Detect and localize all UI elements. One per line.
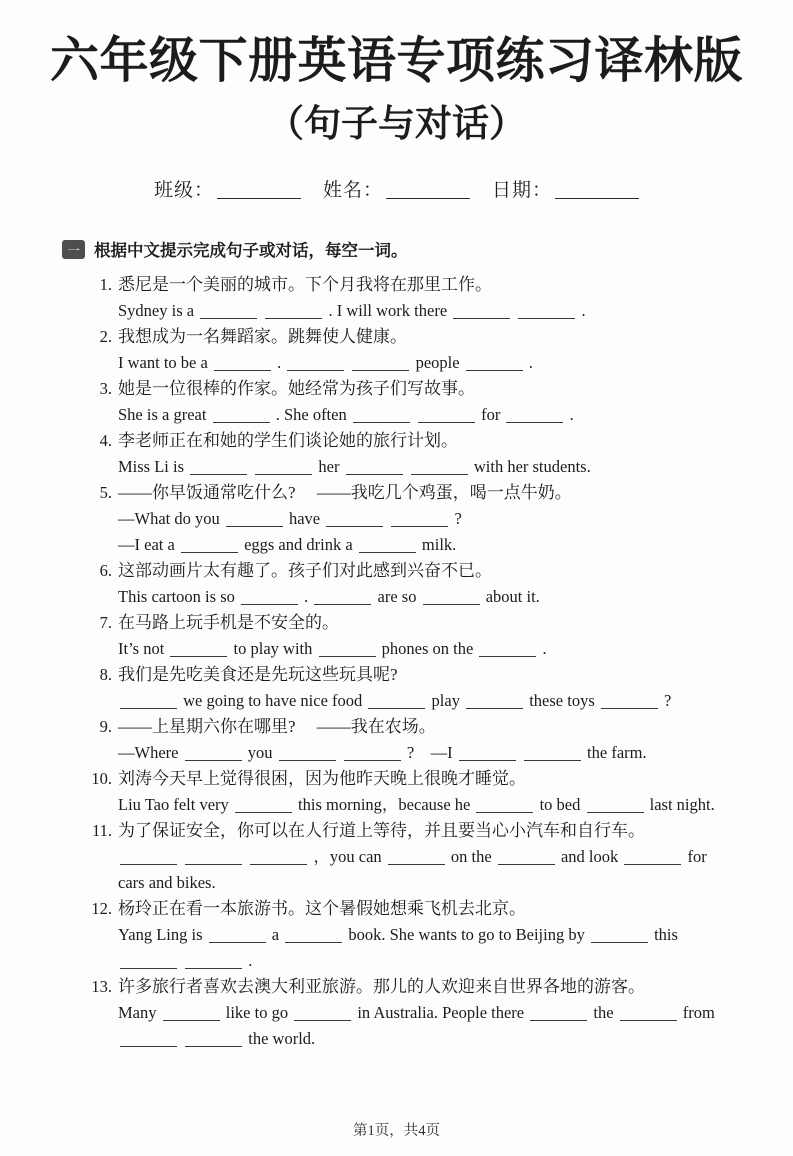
answer-blank [346, 462, 403, 475]
answer-blank [476, 800, 533, 813]
question-8-english-1 [118, 688, 757, 714]
answer-blank [524, 748, 581, 761]
field-date-label: 日期： [492, 180, 553, 202]
question-chinese-text: 她是一位很棒的作家。她经常为孩子们写故事。 [118, 379, 475, 399]
answer-blank [466, 358, 523, 371]
answer-blank [235, 800, 292, 813]
english-text [179, 1029, 183, 1048]
english-text: Liu Tao felt very [118, 795, 233, 815]
answer-blank [344, 748, 401, 761]
question-5-english-1 [118, 506, 757, 532]
english-text: to play with [229, 639, 317, 659]
answer-blank [353, 410, 410, 423]
question-8-chinese [99, 662, 757, 688]
english-text: in Australia. People there [353, 1003, 529, 1023]
english-text: her [314, 457, 344, 477]
section-header [62, 237, 793, 261]
question-list [91, 272, 757, 1052]
question-10-chinese [91, 766, 757, 792]
question-chinese-text: 在马路上玩手机是不安全的。 [118, 613, 339, 633]
answer-blank [326, 514, 383, 527]
question-1 [99, 272, 757, 324]
english-text: . [538, 639, 547, 659]
english-text: Miss Li is [118, 457, 189, 477]
answer-blank [265, 306, 322, 319]
field-class [154, 180, 301, 201]
question-9 [99, 714, 757, 766]
english-text: book. She wants to go to Beijing by [344, 925, 589, 945]
english-text [179, 847, 183, 866]
answer-blank [466, 696, 523, 709]
question-1-chinese [99, 272, 757, 298]
question-number: 12. [91, 899, 112, 919]
answer-blank [359, 540, 416, 553]
english-text: the [589, 1003, 618, 1023]
question-chinese-text: ——你早饭通常吃什么? ——我吃几个鸡蛋，喝一点牛奶。 [118, 483, 572, 503]
answer-blank [120, 956, 177, 969]
field-name-blank [386, 184, 470, 199]
answer-blank [388, 852, 445, 865]
question-3-english-1 [118, 402, 757, 428]
answer-blank [190, 462, 247, 475]
english-text: a [267, 925, 284, 945]
answer-blank [255, 462, 312, 475]
english-text: ，you can [309, 847, 386, 867]
answer-blank [601, 696, 658, 709]
english-text: —I eat a [118, 535, 179, 555]
question-4-chinese [99, 428, 757, 454]
page-title: 六年级下册英语专项练习译林版 [49, 33, 743, 88]
english-text: ? [450, 509, 462, 529]
question-7-chinese [99, 610, 757, 636]
answer-blank [459, 748, 516, 761]
answer-blank [185, 1034, 242, 1047]
question-12 [91, 896, 757, 974]
question-6-english-1 [118, 584, 757, 610]
answer-blank [518, 306, 575, 319]
english-text: . [272, 353, 286, 373]
english-text: Sydney is a [118, 301, 199, 321]
english-text: This cartoon is so [118, 587, 239, 607]
question-number: 3. [99, 379, 112, 399]
question-12-english-2 [118, 948, 757, 974]
worksheet-page [0, 34, 793, 1156]
question-6-chinese [99, 558, 757, 584]
answer-blank [620, 1008, 677, 1021]
english-text: . She often [271, 405, 351, 425]
question-11-chinese [91, 818, 757, 844]
question-11-english-2 [118, 870, 757, 896]
field-class-blank [217, 184, 301, 199]
question-9-english-1 [118, 740, 757, 766]
answer-blank [241, 592, 298, 605]
question-4 [99, 428, 757, 480]
question-12-chinese [91, 896, 757, 922]
question-13-english-1 [118, 1000, 757, 1026]
answer-blank [170, 644, 227, 657]
answer-blank [314, 592, 371, 605]
english-text: . [244, 951, 253, 971]
section-instruction: 根据中文提示完成句子或对话，每空一词。 [94, 242, 408, 261]
answer-blank [185, 956, 242, 969]
answer-blank [250, 852, 307, 865]
field-date-blank [555, 184, 639, 199]
question-2-chinese [99, 324, 757, 350]
answer-blank [214, 358, 271, 371]
english-text [179, 951, 183, 970]
english-text: . [565, 405, 574, 425]
page-number: 第1页，共4页 [353, 1123, 440, 1139]
english-text: ? [659, 691, 672, 711]
answer-blank [453, 306, 510, 319]
answer-blank [587, 800, 644, 813]
english-text: —What do you [118, 509, 224, 529]
question-number: 10. [91, 769, 112, 789]
question-10-english-1 [118, 792, 757, 818]
english-text: are so [373, 587, 421, 607]
question-13-english-2 [118, 1026, 757, 1052]
answer-blank [319, 644, 376, 657]
question-6 [99, 558, 757, 610]
english-text [512, 301, 516, 320]
english-text: about it. [481, 587, 540, 607]
answer-blank [120, 852, 177, 865]
answer-blank [213, 410, 270, 423]
question-12-english-1 [118, 922, 757, 948]
english-text: . I will work there [324, 301, 452, 321]
answer-blank [287, 358, 344, 371]
english-text [249, 457, 253, 476]
question-number: 9. [99, 717, 112, 737]
question-number: 5. [99, 483, 112, 503]
question-2 [99, 324, 757, 376]
question-chinese-text: 为了保证安全，你可以在人行道上等待，并且要当心小汽车和自行车。 [118, 821, 645, 841]
english-text: play [427, 691, 465, 711]
answer-blank [294, 1008, 351, 1021]
english-text: . [524, 353, 533, 373]
english-text [259, 301, 263, 320]
question-number: 1. [99, 275, 112, 295]
english-text: for [476, 405, 505, 425]
question-number: 4. [99, 431, 112, 451]
page [0, 34, 793, 1156]
question-13 [91, 974, 757, 1052]
english-text: this [649, 925, 678, 945]
english-text: on the [446, 847, 496, 867]
english-text: we going to have nice food [179, 691, 367, 711]
english-text [338, 743, 342, 762]
english-text: this morning，because he [293, 795, 475, 815]
question-chinese-text: 刘涛今天早上觉得很困，因为他昨天晚上很晚才睡觉。 [118, 769, 526, 789]
english-text [518, 743, 522, 762]
question-number: 11. [91, 821, 112, 841]
answer-blank [368, 696, 425, 709]
answer-blank [285, 930, 342, 943]
english-text: milk. [417, 535, 457, 555]
english-text: people [411, 353, 464, 373]
answer-blank [506, 410, 563, 423]
english-text: with her students. [469, 457, 591, 477]
answer-blank [181, 540, 238, 553]
question-9-chinese [99, 714, 757, 740]
answer-blank [479, 644, 536, 657]
english-text [244, 847, 248, 866]
english-text: to bed [535, 795, 585, 815]
question-5-chinese [99, 480, 757, 506]
question-11-english-1 [118, 844, 757, 870]
english-text: Many [118, 1003, 161, 1023]
question-number: 6. [99, 561, 112, 581]
question-2-english-1 [118, 350, 757, 376]
english-text: you [243, 743, 277, 763]
question-chinese-text: 李老师正在和她的学生们谈论她的旅行计划。 [118, 431, 458, 451]
answer-blank [120, 1034, 177, 1047]
answer-blank [530, 1008, 587, 1021]
question-number: 2. [99, 327, 112, 347]
field-date [492, 180, 639, 201]
english-text: and look [556, 847, 623, 867]
english-text: from [678, 1003, 715, 1023]
question-chinese-text: 许多旅行者喜欢去澳大利亚旅游。那儿的人欢迎来自世界各地的游客。 [118, 977, 645, 997]
english-text: cars and bikes. [118, 873, 216, 893]
answer-blank [226, 514, 283, 527]
question-chinese-text: 悉尼是一个美丽的城市。下个月我将在那里工作。 [118, 275, 492, 295]
english-text: . [577, 301, 586, 321]
english-text: have [284, 509, 325, 529]
english-text: It’s not [118, 639, 169, 659]
answer-blank [411, 462, 468, 475]
field-class-label: 班级： [153, 180, 214, 202]
page-subtitle: （句子与对话） [267, 103, 526, 145]
question-13-chinese [91, 974, 757, 1000]
answer-blank [391, 514, 448, 527]
question-8 [99, 662, 757, 714]
question-4-english-1 [118, 454, 757, 480]
question-5-english-2 [118, 532, 757, 558]
answer-blank [423, 592, 480, 605]
english-text: phones on the [377, 639, 478, 659]
question-chinese-text: 杨玲正在看一本旅游书。这个暑假她想乘飞机去北京。 [118, 899, 526, 919]
english-text [412, 405, 416, 424]
english-text: —Where [118, 743, 183, 763]
english-text: I want to be a [118, 353, 212, 373]
english-text: for [683, 847, 707, 867]
question-number: 13. [91, 977, 112, 997]
answer-blank [185, 852, 242, 865]
answer-blank [591, 930, 648, 943]
english-text: these toys [525, 691, 599, 711]
answer-blank [200, 306, 257, 319]
english-text [346, 353, 350, 372]
question-chinese-text: ——上星期六你在哪里? ——我在农场。 [118, 717, 436, 737]
question-7 [99, 610, 757, 662]
english-text [385, 509, 389, 528]
field-name-label: 姓名： [322, 180, 383, 202]
question-number: 7. [99, 613, 112, 633]
field-name [323, 180, 470, 201]
english-text: She is a great [118, 405, 211, 425]
answer-blank [185, 748, 242, 761]
english-text: the farm. [582, 743, 647, 763]
question-3-chinese [99, 376, 757, 402]
section-one-marker: 一 [62, 240, 85, 259]
answer-blank [498, 852, 555, 865]
student-info-row [0, 178, 793, 204]
answer-blank [209, 930, 266, 943]
question-number: 8. [99, 665, 112, 685]
question-1-english-1 [118, 298, 757, 324]
english-text: the world. [244, 1029, 316, 1049]
answer-blank [624, 852, 681, 865]
question-10 [91, 766, 757, 818]
question-7-english-1 [118, 636, 757, 662]
answer-blank [352, 358, 409, 371]
english-text: last night. [645, 795, 715, 815]
question-5 [99, 480, 757, 558]
answer-blank [120, 696, 177, 709]
answer-blank [418, 410, 475, 423]
question-3 [99, 376, 757, 428]
answer-blank [279, 748, 336, 761]
english-text [405, 457, 409, 476]
english-text: . [300, 587, 313, 607]
english-text: eggs and drink a [239, 535, 357, 555]
question-11 [91, 818, 757, 896]
question-chinese-text: 这部动画片太有趣了。孩子们对此感到兴奋不已。 [118, 561, 492, 581]
english-text: Yang Ling is [118, 925, 207, 945]
english-text: ? —I [402, 743, 457, 763]
answer-blank [163, 1008, 220, 1021]
question-chinese-text: 我想成为一名舞蹈家。跳舞使人健康。 [118, 327, 407, 347]
question-chinese-text: 我们是先吃美食还是先玩这些玩具呢? [118, 665, 398, 685]
english-text: like to go [221, 1003, 293, 1023]
